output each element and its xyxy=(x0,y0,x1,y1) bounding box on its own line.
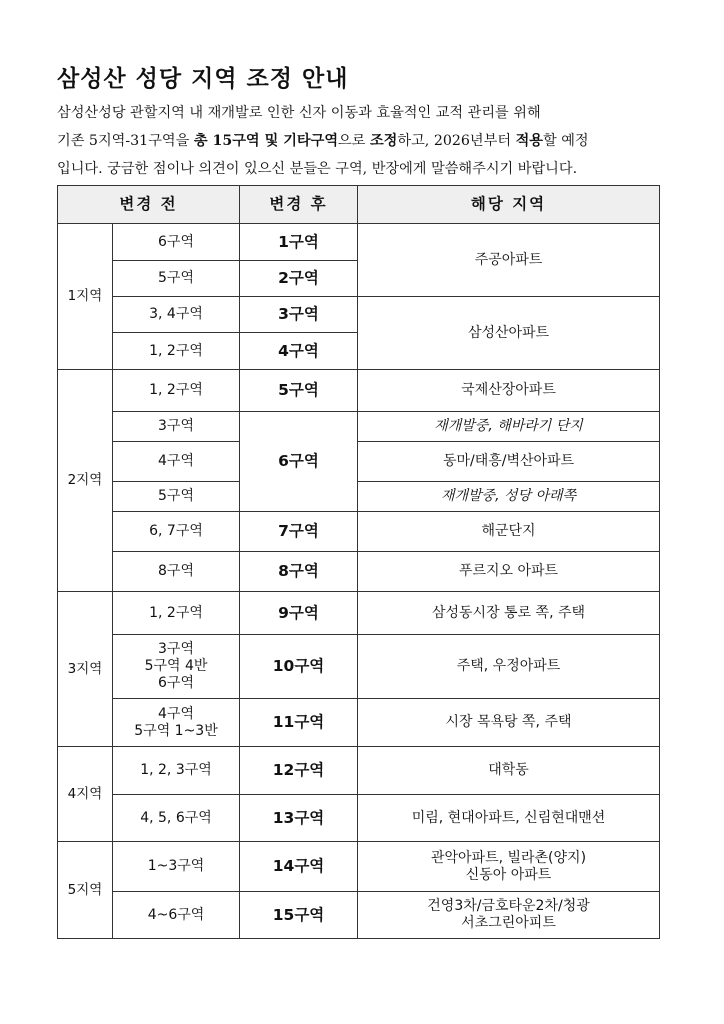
table-row xyxy=(58,552,660,592)
before-cell xyxy=(113,892,240,939)
before-cell xyxy=(113,370,240,412)
area-line: 삼성동시장 통로 쪽, 주택 xyxy=(431,604,586,621)
before-line: 3구역 xyxy=(158,418,194,434)
before-cell xyxy=(113,512,240,552)
before-line: 1, 2구역 xyxy=(149,342,203,359)
before-cell xyxy=(113,261,240,297)
area-cell xyxy=(358,370,660,412)
area-cell xyxy=(358,512,660,552)
area-cell xyxy=(358,592,660,635)
area-cell xyxy=(358,842,660,892)
before-line: 3, 4구역 xyxy=(149,306,203,322)
before-line: 5구역 xyxy=(158,270,194,286)
table-row xyxy=(58,699,660,747)
table-row xyxy=(58,842,660,892)
before-cell xyxy=(113,482,240,512)
before-cell xyxy=(113,442,240,482)
before-cell xyxy=(113,552,240,592)
table-header-row xyxy=(58,186,660,224)
intro-emphasis: 적용 xyxy=(515,133,543,149)
intro-line-1: 삼성산성당 관할지역 내 재개발로 인한 신자 이동과 효율적인 교적 관리를 위해 xyxy=(57,105,541,121)
before-cell xyxy=(113,412,240,442)
after-cell: 5구역 xyxy=(240,370,358,412)
intro-text: 할 예정 xyxy=(542,133,589,149)
zone-adjustment-table xyxy=(57,185,660,939)
table-row xyxy=(58,512,660,552)
table-row xyxy=(58,224,660,261)
before-line: 4~6구역 xyxy=(147,906,205,923)
area-cell xyxy=(358,412,660,442)
after-cell: 12구역 xyxy=(240,747,358,795)
area-line: 미림, 현대아파트, 신림현대맨션 xyxy=(411,809,606,826)
intro-text: 으로 xyxy=(338,133,370,149)
area-cell xyxy=(358,795,660,842)
table-row xyxy=(58,892,660,939)
area-cell xyxy=(358,892,660,939)
before-line: 4구역 xyxy=(158,453,194,469)
area-line: 주공아파트 xyxy=(474,251,543,268)
area-line: 삼성산아파트 xyxy=(467,324,550,341)
area-cell xyxy=(358,552,660,592)
area-line: 해군단지 xyxy=(481,523,536,539)
before-line: 1, 2구역 xyxy=(149,604,203,621)
before-cell xyxy=(113,699,240,747)
header-area: 해당 지역 xyxy=(358,186,660,224)
before-line: 8구역 xyxy=(158,563,194,579)
before-cell xyxy=(113,297,240,333)
before-line: 6구역 xyxy=(158,233,194,250)
before-line: 3구역 xyxy=(158,641,194,657)
zone-cell: 1지역 xyxy=(58,224,113,370)
area-cell xyxy=(358,482,660,512)
before-line: 1, 2, 3구역 xyxy=(140,762,212,778)
before-line: 5구역 xyxy=(158,488,194,504)
table-row xyxy=(58,592,660,635)
area-line: 신동아 아파트 xyxy=(465,866,552,883)
after-cell: 2구역 xyxy=(240,261,358,297)
area-cell xyxy=(358,442,660,482)
area-line: 서초그린아피트 xyxy=(461,915,556,931)
before-line: 6구역 xyxy=(158,675,194,691)
table-row xyxy=(58,297,660,333)
after-cell: 8구역 xyxy=(240,552,358,592)
intro-paragraph xyxy=(57,99,677,183)
zone-cell: 5지역 xyxy=(58,842,113,939)
table-row xyxy=(58,442,660,482)
before-line: 1, 2구역 xyxy=(149,382,203,398)
after-cell: 15구역 xyxy=(240,892,358,939)
area-line: 주택, 우정아파트 xyxy=(456,658,561,674)
before-line: 5구역 1~3반 xyxy=(134,722,218,739)
after-cell: 14구역 xyxy=(240,842,358,892)
area-line: 동마/태흥/벽산아파트 xyxy=(442,453,575,469)
table-row xyxy=(58,635,660,699)
after-cell: 7구역 xyxy=(240,512,358,552)
after-cell: 3구역 xyxy=(240,297,358,333)
after-cell: 11구역 xyxy=(240,699,358,747)
area-line: 건영3차/금호타운2차/청광 xyxy=(427,898,590,914)
zone-cell: 2지역 xyxy=(58,370,113,592)
area-line: 푸르지오 아파트 xyxy=(458,563,559,579)
intro-emphasis: 조정 xyxy=(369,133,398,149)
header-before: 변경 전 xyxy=(58,186,240,224)
zone-cell: 3지역 xyxy=(58,592,113,747)
after-cell: 6구역 xyxy=(240,412,358,512)
after-cell: 1구역 xyxy=(240,224,358,261)
page-title: 삼성산 성당 지역 조정 안내 xyxy=(57,66,349,92)
before-line: 5구역 4반 xyxy=(144,658,208,674)
before-cell xyxy=(113,795,240,842)
before-cell xyxy=(113,635,240,699)
before-line: 4, 5, 6구역 xyxy=(140,809,212,826)
before-cell xyxy=(113,224,240,261)
before-line: 1~3구역 xyxy=(147,858,205,874)
table-row xyxy=(58,795,660,842)
area-line: 시장 목욕탕 쪽, 주택 xyxy=(445,714,572,730)
area-cell xyxy=(358,699,660,747)
area-line: 재개발중, 해바라기 단지 xyxy=(434,418,583,434)
area-cell xyxy=(358,635,660,699)
before-cell xyxy=(113,747,240,795)
after-cell: 4구역 xyxy=(240,333,358,370)
area-line: 재개발중, 성당 아래쪽 xyxy=(440,488,577,504)
table-row xyxy=(58,412,660,442)
after-cell: 13구역 xyxy=(240,795,358,842)
area-line: 국제산장아파트 xyxy=(461,382,556,398)
table-row xyxy=(58,747,660,795)
area-line: 대학동 xyxy=(488,762,529,778)
after-cell: 9구역 xyxy=(240,592,358,635)
intro-text: 기존 5지역-31구역을 xyxy=(57,133,194,149)
before-cell xyxy=(113,842,240,892)
after-cell: 10구역 xyxy=(240,635,358,699)
area-cell xyxy=(358,747,660,795)
header-after: 변경 후 xyxy=(240,186,358,224)
before-cell xyxy=(113,333,240,370)
before-cell xyxy=(113,592,240,635)
area-cell xyxy=(358,224,660,297)
intro-emphasis: 총 15구역 및 기타구역 xyxy=(193,133,339,149)
intro-text: 하고, 2026년부터 xyxy=(397,133,516,149)
intro-line-3: 입니다. 궁금한 점이나 의견이 있으신 분들은 구역, 반장에게 말씀해주시기 바랍니다. xyxy=(57,161,578,177)
table-row xyxy=(58,370,660,412)
intro-line-2 xyxy=(57,127,677,155)
before-line: 4구역 xyxy=(158,705,194,722)
zone-cell: 4지역 xyxy=(58,747,113,842)
area-line: 관악아파트, 빌라촌(양지) xyxy=(430,849,587,866)
area-cell xyxy=(358,297,660,370)
table-row xyxy=(58,482,660,512)
before-line: 6, 7구역 xyxy=(149,523,203,539)
